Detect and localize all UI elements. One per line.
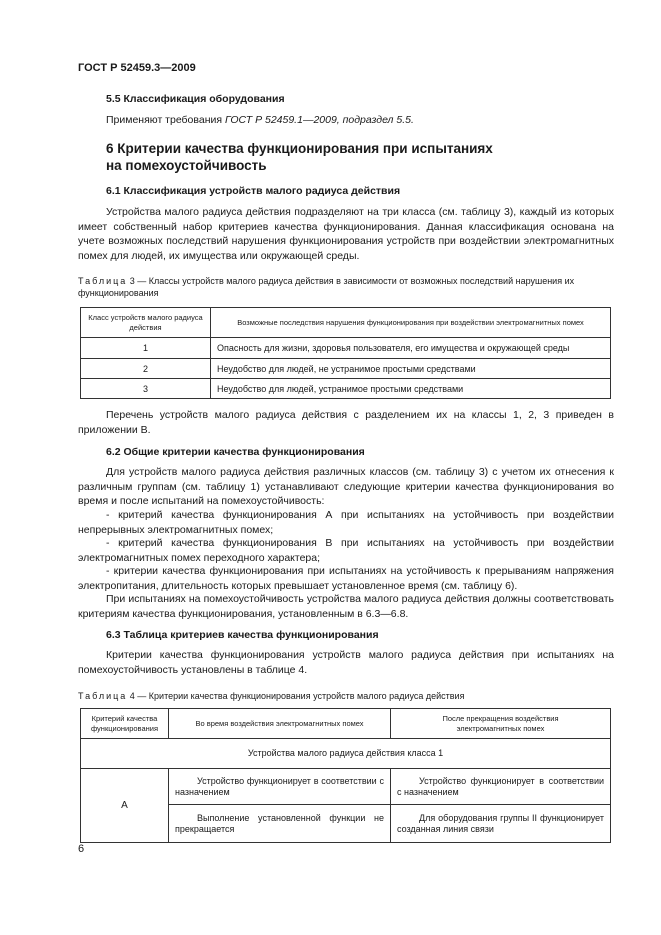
- table-4-criterion-a: А: [81, 769, 169, 843]
- section-6-2-title: 6.2 Общие критерии качества функционирования: [106, 446, 365, 458]
- table-4-r2-during: Выполнение установленной функции не прекращается: [169, 805, 391, 843]
- table-4-caption-label: Таблица: [78, 691, 128, 701]
- section-5-5-text: [106, 113, 414, 128]
- table-row: [81, 338, 611, 359]
- table-4-r1-during: Устройство функционирует в соответствии с назначением: [169, 769, 391, 805]
- section-6-title: [106, 140, 493, 174]
- table-3-row-1-text: Опасность для жизни, здоровья пользователя, его имущества и окружающей среды: [211, 338, 611, 359]
- after-table-3-paragraph: Перечень устройств малого радиуса действия с разделением их на классы 1, 2, 3 приведен в приложении В.: [78, 409, 614, 436]
- table-3: [80, 307, 611, 399]
- table-4-head-during: Во время воздействия электромагнитных помех: [169, 709, 391, 739]
- table-4-caption: [78, 690, 614, 702]
- table-row: [81, 769, 611, 805]
- table-4-r2-after: Для оборудования группы II функционирует созданная линия связи: [391, 805, 611, 843]
- table-4: [80, 708, 611, 843]
- table-4-r1-after: Устройство функционирует в соответствии с назначением: [391, 769, 611, 805]
- section-6-2-item-a: - критерий качества функционирования А при испытаниях на устойчивость при воздействии непрерывных электромагнитных помех;: [78, 509, 614, 536]
- table-3-caption-label: Таблица: [78, 276, 128, 286]
- page-number: 6: [78, 843, 85, 855]
- section-6-title-line1: 6 Критерии качества функционирования при испытаниях: [106, 141, 493, 156]
- table-3-head-consequences: Возможные последствия нарушения функционирования при воздействии электромагнитных помех: [211, 308, 611, 338]
- table-3-row-3-text: Неудобство для людей, устранимое простыми средствами: [211, 379, 611, 399]
- table-3-head-class: Класс устройств малого радиуса действия: [81, 308, 211, 338]
- table-row: [81, 379, 611, 399]
- document-header: ГОСТ Р 52459.3—2009: [78, 62, 196, 74]
- table-4-head-after: После прекращения воздействия электромагнитных помех: [391, 709, 611, 739]
- section-6-2-item-c: - критерии качества функционирования при испытаниях на устойчивость к прерываниям напряжения электропитания, длительность которых превышает установленное время (см. таблицу 6).: [78, 565, 614, 592]
- section-6-title-line2: на помехоустойчивость: [106, 158, 267, 173]
- section-6-3-title: 6.3 Таблица критериев качества функционирования: [106, 629, 379, 641]
- table-3-row-3-class: 3: [81, 379, 211, 399]
- table-4-class-1-row: Устройства малого радиуса действия класса 1: [81, 739, 611, 769]
- table-3-caption-text: 3 — Классы устройств малого радиуса действия в зависимости от возможных последствий нарушения их функционирования: [78, 276, 575, 298]
- table-4-head-criterion: Критерий качества функционирования: [81, 709, 169, 739]
- table-row: [81, 739, 611, 769]
- section-6-1-title: 6.1 Классификация устройств малого радиуса действия: [106, 185, 401, 197]
- section-6-1-paragraph: Устройства малого радиуса действия подразделяют на три класса (см. таблицу 3), каждый из которых имеет собственный набор критериев качества функционирования. Данная классификация основана на учете возможных последствий нарушения функционирования устройств при воздействии электромагнитных помех для людей, их имущества или окружающей среды.: [78, 206, 614, 262]
- section-6-2-item-b: - критерий качества функционирования В при испытаниях на устойчивость при воздействии электромагнитных помех переходного характера;: [78, 537, 614, 564]
- section-6-2-paragraph-2: При испытаниях на помехоустойчивость устройства малого радиуса действия должны соответствовать критериям качества функционирования, установленным в 6.3—6.8.: [78, 593, 614, 620]
- section-5-5-text-ref: ГОСТ Р 52459.1—2009, подраздел 5.5.: [224, 114, 414, 126]
- section-5-5-title: 5.5 Классификация оборудования: [106, 93, 285, 105]
- section-5-5-text-plain: Применяют требования: [106, 114, 225, 126]
- table-3-row-2-text: Неудобство для людей, не устранимое простыми средствами: [211, 359, 611, 379]
- table-row: [81, 359, 611, 379]
- table-3-caption: [78, 275, 614, 299]
- table-3-row-1-class: 1: [81, 338, 211, 359]
- table-4-caption-text: 4 — Критерии качества функционирования устройств малого радиуса действия: [127, 691, 465, 701]
- section-6-2-paragraph-1: Для устройств малого радиуса действия различных классов (см. таблицу 3) с учетом их отнесения к различным группам (см. таблицу 1) устанавливают следующие критерии качества функционирования во время и после испытаний на помехоустойчивость:: [78, 466, 614, 507]
- table-3-row-2-class: 2: [81, 359, 211, 379]
- section-6-3-paragraph: Критерии качества функционирования устройств малого радиуса действия при испытаниях на помехоустойчивость установлены в таблице 4.: [78, 649, 614, 676]
